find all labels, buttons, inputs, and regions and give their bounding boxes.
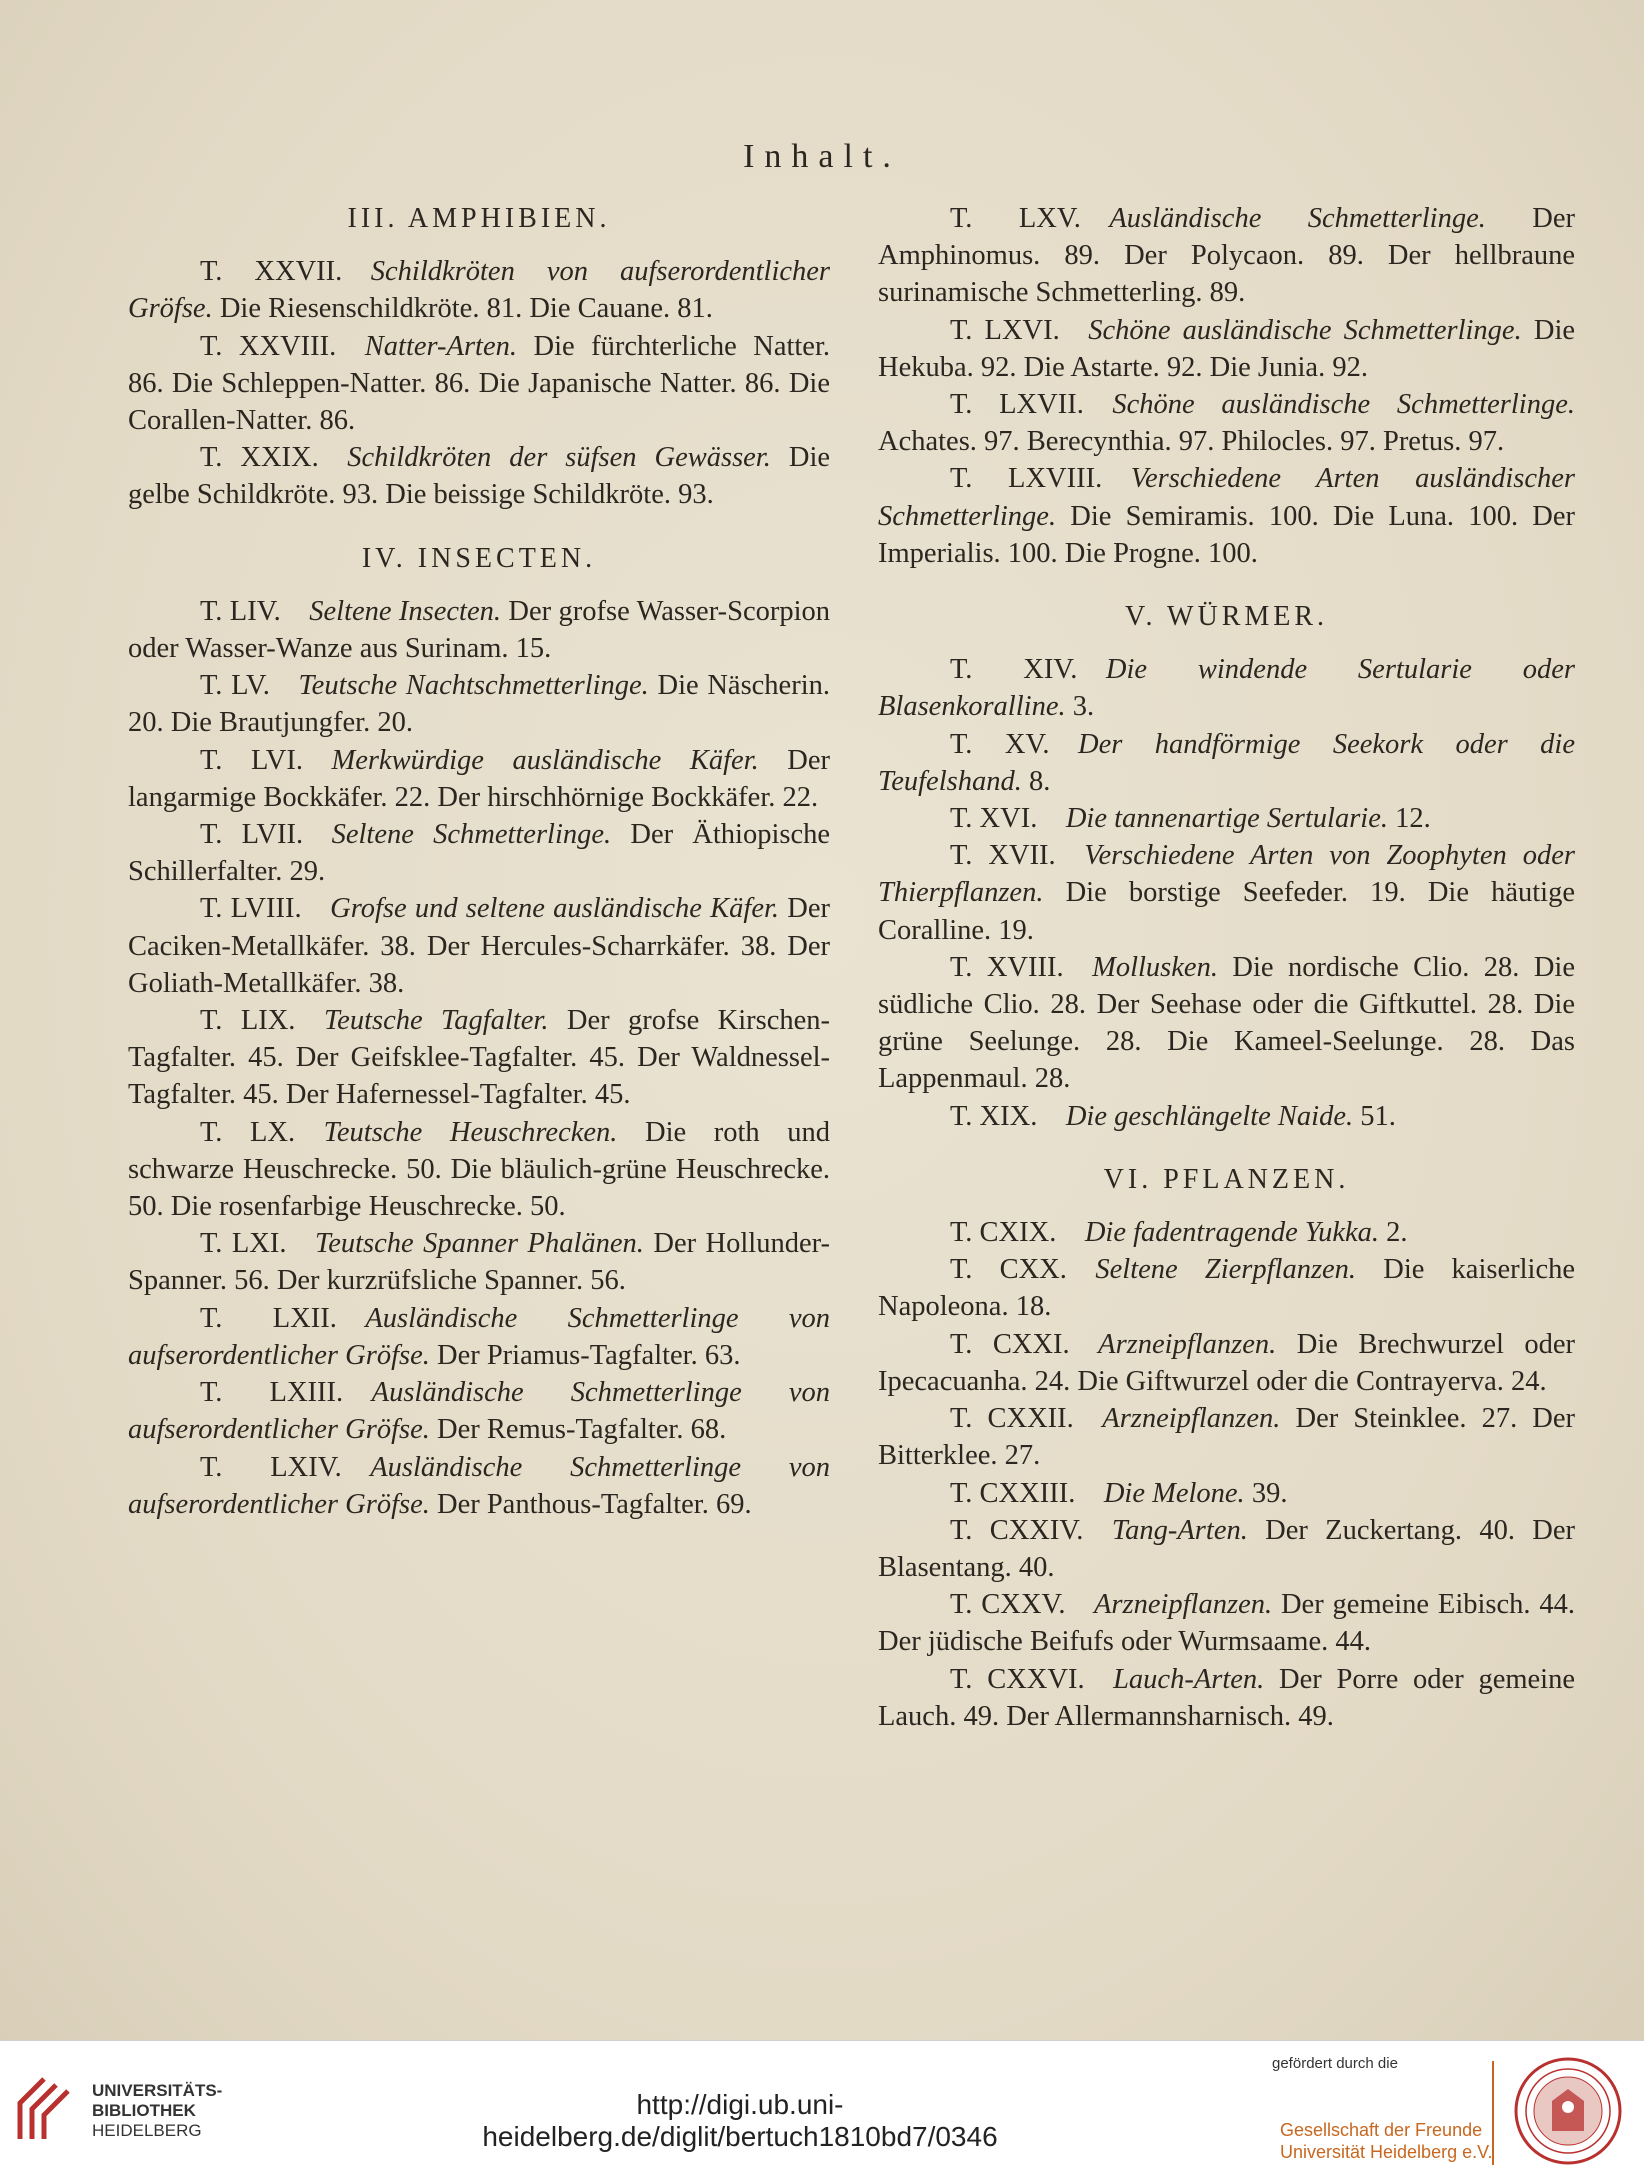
- left-column: [128, 200, 830, 1523]
- plate-contents: 39.: [1251, 1477, 1288, 1509]
- plate-title: Schöne ausländische Schmetterlinge.: [1112, 389, 1575, 421]
- plate-number: T. LXVII.: [950, 389, 1084, 421]
- plate-number: T. LV.: [200, 670, 270, 702]
- toc-entry: [128, 816, 830, 890]
- toc-entry: [878, 200, 1575, 312]
- plate-number: T. LXII.: [200, 1302, 337, 1334]
- plate-contents: Der Steinklee. 27. Der Bitterklee. 27.: [878, 1403, 1576, 1472]
- plate-number: T. CXXII.: [950, 1403, 1074, 1435]
- right-column: [878, 200, 1575, 1735]
- toc-entry: [878, 1475, 1575, 1512]
- plate-title: Arzneipflanzen.: [1102, 1403, 1281, 1435]
- toc-entry: [128, 667, 830, 741]
- plate-title: Verschiedene Arten ausländischer Schmetterlinge.: [878, 463, 1575, 532]
- plate-contents: Der langarmige Bockkäfer. 22. Der hirschhörnige Bockkäfer. 22.: [128, 744, 830, 813]
- plate-contents: Der Remus-Tagfalter. 68.: [436, 1414, 727, 1446]
- toc-entry: [128, 593, 830, 667]
- plate-contents: Die Hekuba. 92. Die Astarte. 92. Die Junia. 92.: [878, 314, 1576, 383]
- supported-by-label: gefördert durch die: [1272, 2055, 1398, 2072]
- plate-number: T. XV.: [950, 728, 1050, 760]
- plate-title: Ausländische Schmetterlinge von aufserordentlicher Gröfse.: [128, 1302, 830, 1371]
- toc-entry: [128, 253, 830, 327]
- plate-contents: Der Priamus-Tagfalter. 63.: [436, 1339, 741, 1371]
- plate-number: T. CXXIII.: [950, 1477, 1076, 1509]
- plate-contents: 2.: [1386, 1217, 1408, 1249]
- plate-title: Lauch-Arten.: [1113, 1663, 1265, 1695]
- toc-entry: [878, 1661, 1575, 1735]
- plate-contents: 8.: [1028, 765, 1051, 797]
- plate-title: Merkwürdige ausländische Käfer.: [331, 744, 759, 776]
- plate-title: Die Melone.: [1103, 1477, 1245, 1509]
- plate-title: Schöne ausländische Schmetterlinge.: [1088, 314, 1522, 346]
- plate-contents: Die nordische Clio. 28. Die südliche Clio. 28. Der Seehase oder die Giftkuttel. 28. Die grüne Seelunge. 28. Die Kameel-Seelunge. 28. Das Lappenmaul. 28.: [878, 951, 1575, 1095]
- plate-title: Verschiedene Arten von Zoophyten oder Thierpflanzen.: [878, 840, 1575, 909]
- plate-title: Teutsche Nachtschmetterlinge.: [298, 670, 649, 702]
- toc-entry: [878, 1400, 1575, 1474]
- plate-number: T. LXIII.: [200, 1377, 344, 1409]
- plate-number: T. LVIII.: [200, 893, 302, 925]
- section-heading: VI. PFLANZEN.: [1103, 1163, 1350, 1195]
- plate-contents: Die Näscherin. 20. Die Brautjungfer. 20.: [128, 670, 830, 739]
- toc-entry: [878, 949, 1575, 1098]
- plate-number: T. CXXVI.: [950, 1663, 1085, 1695]
- toc-entry: [128, 742, 830, 816]
- toc-entry: [128, 1114, 830, 1226]
- plate-contents: 3.: [1072, 691, 1095, 723]
- library-name: [92, 2081, 222, 2141]
- toc-entry: [878, 800, 1575, 837]
- plate-contents: Die borstige Seefeder. 19. Die häutige Coralline. 19.: [878, 877, 1575, 946]
- plate-number: T. XIX.: [950, 1100, 1038, 1132]
- toc-entry: [128, 1449, 830, 1523]
- plate-title: Die geschlängelte Naide.: [1065, 1100, 1354, 1132]
- plate-number: T. XVII.: [950, 840, 1056, 872]
- plate-number: T. CXX.: [950, 1254, 1067, 1286]
- plate-number: T. CXXV.: [950, 1589, 1066, 1621]
- plate-title: Seltene Zierpflanzen.: [1095, 1254, 1357, 1286]
- toc-entry: [878, 386, 1575, 460]
- toc-entry: [128, 328, 830, 440]
- library-logo-icon: [14, 2073, 78, 2145]
- plate-title: Seltene Insecten.: [309, 595, 501, 627]
- toc-entry: [128, 1225, 830, 1299]
- plate-contents: 51.: [1360, 1100, 1396, 1132]
- plate-contents: Die kaiserliche Napoleona. 18.: [878, 1254, 1575, 1323]
- university-seal-icon: [1512, 2055, 1624, 2167]
- toc-entry: [878, 837, 1575, 949]
- plate-number: T. LIX.: [200, 1005, 296, 1037]
- plate-title: Arzneipflanzen.: [1098, 1328, 1277, 1360]
- permalink-url[interactable]: http://digi.ub.uni-heidelberg.de/diglit/bertuch1810bd7/0346: [482, 2089, 998, 2152]
- plate-title: Ausländische Schmetterlinge von aufserordentlicher Gröfse.: [128, 1451, 830, 1520]
- footer-divider: [1492, 2061, 1494, 2165]
- plate-number: T. LXVIII.: [950, 463, 1103, 495]
- page-title: Inhalt.: [743, 138, 901, 175]
- toc-entry: [878, 1326, 1575, 1400]
- toc-entry: [128, 1002, 830, 1114]
- plate-contents: Der Porre oder gemeine Lauch. 49. Der Allermannsharnisch. 49.: [878, 1663, 1576, 1732]
- plate-number: T. LXIV.: [200, 1451, 342, 1483]
- plate-title: Mollusken.: [1092, 951, 1218, 983]
- plate-number: T. XIV.: [950, 654, 1078, 686]
- plate-title: Arzneipflanzen.: [1093, 1589, 1273, 1621]
- plate-number: T. XVIII.: [950, 951, 1064, 983]
- plate-number: T. LXVI.: [950, 314, 1060, 346]
- plate-title: Seltene Schmetterlinge.: [331, 819, 612, 851]
- plate-title: Die fadentragende Yukka.: [1084, 1217, 1380, 1249]
- toc-entry: [878, 460, 1575, 572]
- plate-contents: Der Hollunder-Spanner. 56. Der kurzrüfsliche Spanner. 56.: [128, 1228, 831, 1297]
- toc-entry: [878, 651, 1575, 725]
- plate-contents: Der grofse Wasser-Scorpion oder Wasser-Wanze aus Surinam. 15.: [128, 595, 831, 665]
- plate-number: T. LXV.: [950, 203, 1081, 234]
- plate-number: T. CXIX.: [950, 1217, 1057, 1249]
- plate-title: Natter-Arten.: [364, 330, 517, 362]
- toc-entry: [878, 1586, 1575, 1660]
- plate-contents: 12.: [1395, 803, 1431, 835]
- toc-entry: [878, 1251, 1575, 1325]
- plate-title: Ausländische Schmetterlinge.: [1109, 203, 1486, 234]
- plate-title: Grofse und seltene ausländische Käfer.: [330, 893, 780, 925]
- plate-title: Schildkröten der süfsen Gewässer.: [347, 442, 771, 474]
- plate-title: Teutsche Tagfalter.: [323, 1005, 549, 1037]
- plate-contents: Der Äthiopische Schillerfalter. 29.: [128, 819, 831, 888]
- toc-entry: [128, 439, 830, 513]
- toc-entry: [128, 1300, 830, 1374]
- plate-title: Die windende Sertularie oder Blasenkoralline.: [878, 654, 1575, 723]
- plate-title: Der handförmige Seekork oder die Teufelshand.: [878, 728, 1575, 797]
- plate-number: T. LVI.: [200, 744, 303, 776]
- plate-contents: Der Panthous-Tagfalter. 69.: [436, 1488, 752, 1520]
- toc-entry: [878, 1214, 1575, 1251]
- toc-entry: [878, 1098, 1575, 1135]
- library-name-line: UNIVERSITÄTS-: [92, 2081, 223, 2100]
- toc-entry: [128, 1374, 830, 1448]
- library-name-line: HEIDELBERG: [92, 2121, 202, 2140]
- plate-number: T. LVII.: [200, 819, 304, 851]
- plate-title: Schildkröten von aufserordentlicher Gröfse.: [128, 256, 830, 325]
- plate-contents: Die fürchterliche Natter. 86. Die Schleppen-Natter. 86. Die Japanische Natter. 86. Die Corallen-Natter. 86.: [128, 330, 831, 437]
- plate-contents: Der grofse Kirschen-Tagfalter. 45. Der Geifsklee-Tagfalter. 45. Der Waldnessel-Tagfalter. 45. Der Hafernessel-Tagfalter. 45.: [128, 1005, 831, 1111]
- plate-title: Ausländische Schmetterlinge von aufserordentlicher Gröfse.: [128, 1377, 830, 1446]
- plate-title: Tang-Arten.: [1111, 1514, 1248, 1546]
- plate-number: T. LIV.: [200, 595, 281, 627]
- sponsor-name: [1280, 2119, 1492, 2163]
- plate-contents: Die Semiramis. 100. Die Luna. 100. Der Imperialis. 100. Die Progne. 100.: [878, 500, 1576, 569]
- plate-title: Die tannenartige Sertularie.: [1065, 803, 1388, 835]
- sponsor-name-line: Gesellschaft der Freunde: [1280, 2120, 1483, 2140]
- plate-number: T. CXXIV.: [950, 1514, 1084, 1546]
- plate-number: T. XXVIII.: [200, 330, 337, 362]
- toc-entry: [128, 890, 830, 1002]
- plate-number: T. LXI.: [200, 1228, 287, 1260]
- sponsor-name-line: Universität Heidelberg e.V.: [1280, 2142, 1493, 2162]
- library-name-line: BIBLIOTHEK: [92, 2101, 196, 2120]
- plate-contents: Achates. 97. Berecynthia. 97. Philocles. 97. Pretus. 97.: [878, 426, 1505, 458]
- toc-entry: [878, 312, 1575, 386]
- section-heading: IV. INSECTEN.: [361, 542, 597, 574]
- plate-contents: Die gelbe Schildkröte. 93. Die beissige Schildkröte. 93.: [128, 442, 831, 511]
- plate-contents: Die Brechwurzel oder Ipecacuanha. 24. Die Giftwurzel oder die Contrayerva. 24.: [878, 1328, 1575, 1397]
- plate-contents: Der gemeine Eibisch. 44. Der jüdische Beifufs oder Wurmsaame. 44.: [878, 1589, 1576, 1658]
- plate-contents: Der Caciken-Metallkäfer. 38. Der Hercules-Scharrkäfer. 38. Der Goliath-Metallkäfer. 38.: [128, 893, 831, 999]
- plate-contents: Die Riesenschildkröte. 81. Die Cauane. 81.: [219, 293, 713, 325]
- plate-contents: Die roth und schwarze Heuschrecke. 50. Die bläulich-grüne Heuschrecke. 50. Die rosenfarbige Heuschrecke. 50.: [128, 1116, 830, 1223]
- plate-number: T. XVI.: [950, 803, 1038, 835]
- toc-entry: [878, 726, 1575, 800]
- plate-contents: Der Amphinomus. 89. Der Polycaon. 89. Der hellbraune surinamische Schmetterling. 89.: [878, 203, 1575, 309]
- section-heading: III. AMPHIBIEN.: [347, 203, 611, 234]
- plate-number: T. XXIX.: [200, 442, 319, 474]
- plate-number: T. LX.: [200, 1116, 296, 1148]
- toc-entry: [878, 1512, 1575, 1586]
- section-heading: V. WÜRMER.: [1124, 601, 1329, 633]
- plate-title: Teutsche Spanner Phalänen.: [314, 1228, 644, 1260]
- plate-number: T. CXXI.: [950, 1328, 1070, 1360]
- plate-title: Teutsche Heuschrecken.: [323, 1116, 618, 1148]
- plate-number: T. XXVII.: [200, 256, 343, 288]
- plate-contents: Der Zuckertang. 40. Der Blasentang. 40.: [878, 1514, 1575, 1583]
- footer-bar: [0, 2040, 1644, 2180]
